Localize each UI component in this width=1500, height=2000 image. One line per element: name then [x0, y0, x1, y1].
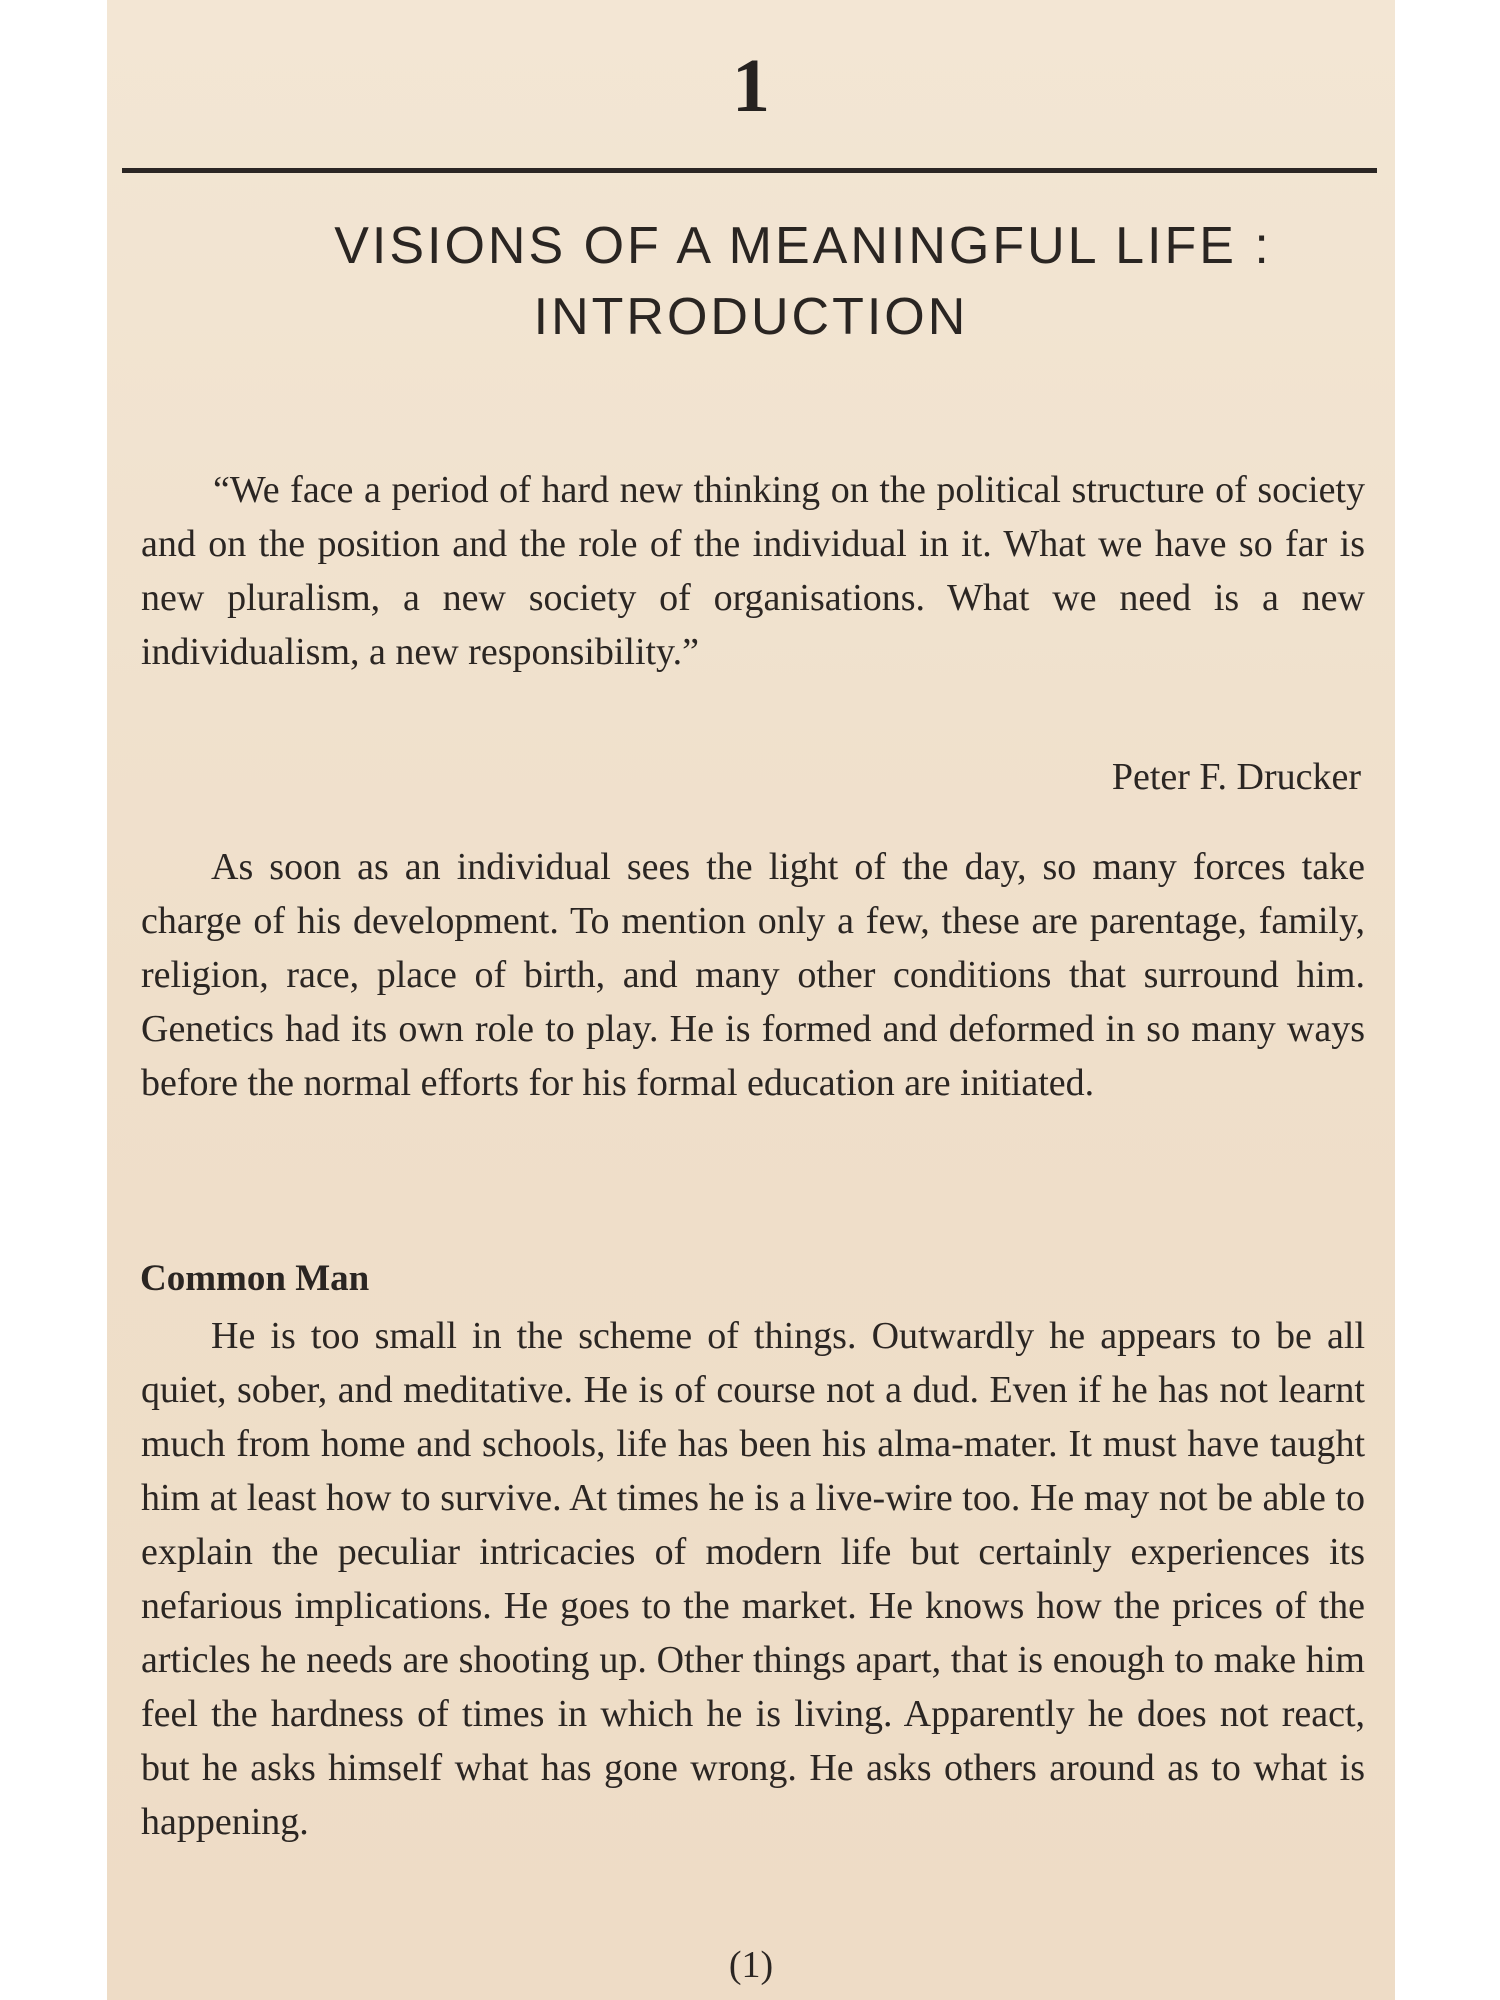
section-paragraph	[141, 1309, 1365, 1849]
section-paragraph-text: He is too small in the scheme of things. Outwardly he appears to be all quiet, sober, and meditative. He is of course not a dud. Even if he has not learnt much from home and schools, life has been his alma-mater. It must have taught him at least how to survive. At times he is a live-wire too. He may not be able to explain the peculiar intricacies of modern life but certainly experiences its nefarious implications. He goes to the market. He knows how the prices of the articles he needs are shooting up. Other things apart, that is enough to make him feel the hardness of times in which he is living. Apparently he does not react, but he asks himself what has gone wrong. He asks others around as to what is happening.	[141, 1315, 1365, 1843]
chapter-divider-rule	[122, 168, 1377, 173]
epigraph-author: Peter F. Drucker	[1111, 756, 1361, 798]
chapter-title-line-2: INTRODUCTION	[533, 288, 969, 346]
chapter-number: 1	[732, 44, 770, 128]
intro-paragraph-text: As soon as an individual sees the light of the day, so many forces take charge of his development. To mention only a few, these are parentage, family, religion, race, place of birth, and many other conditions that surround him. Genetics had its own role to play. He is formed and deformed in so many ways before the normal efforts for his formal education are initiated.	[141, 846, 1365, 1104]
epigraph-quote	[141, 463, 1365, 679]
epigraph-quote-text: “We face a period of hard new thinking on the political structure of society and on the position and the role of the individual in it. What we have so far is new pluralism, a new society of organisations. What we need is a new individualism, a new responsibility.”	[141, 469, 1365, 673]
chapter-title-line-1: VISIONS OF A MEANINGFUL LIFE :	[334, 217, 1272, 275]
section-heading: Common Man	[140, 1258, 370, 1299]
page-number: (1)	[728, 1944, 774, 1986]
intro-paragraph	[141, 840, 1365, 1110]
book-page	[107, 0, 1395, 2000]
